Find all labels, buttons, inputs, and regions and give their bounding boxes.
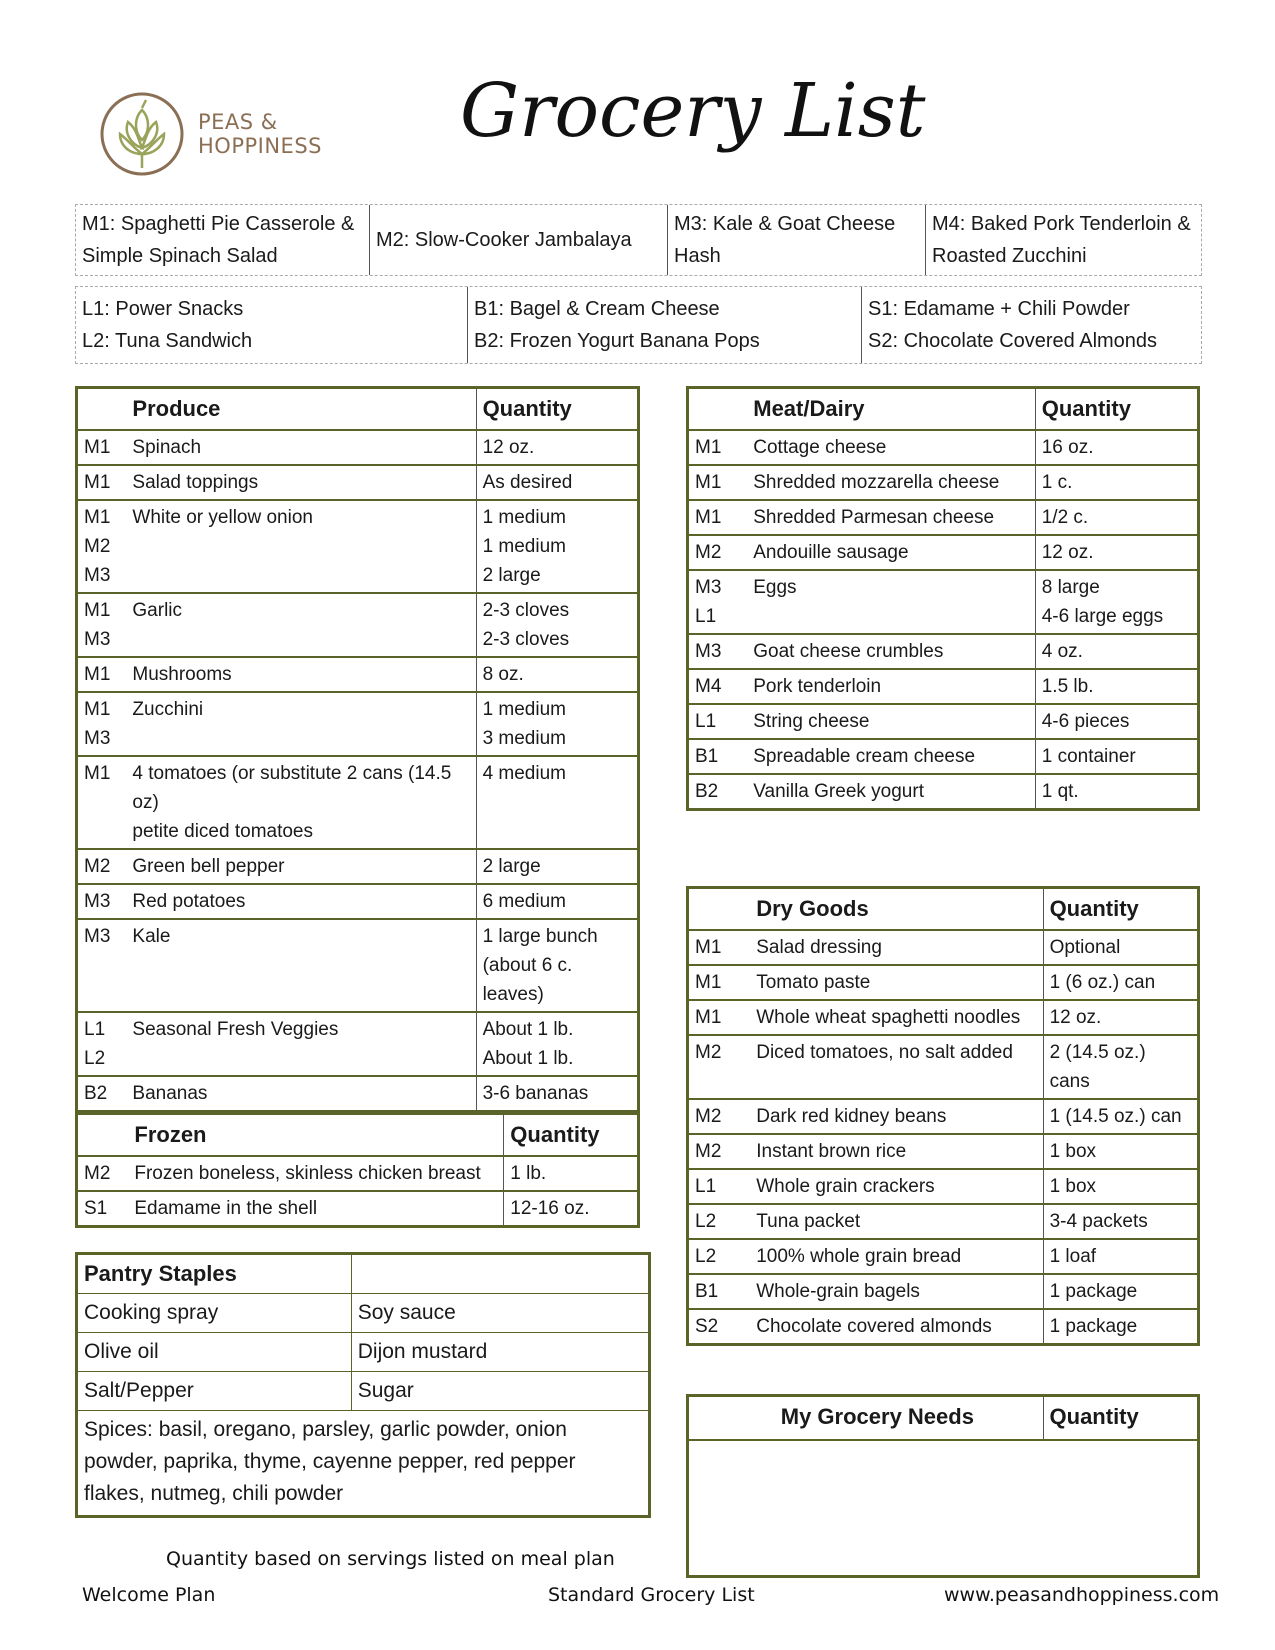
meals-row-dinners: [75, 204, 1202, 276]
item-quantity: 1 medium 1 medium 2 large: [476, 500, 638, 593]
item-quantity: 16 oz.: [1035, 430, 1198, 465]
table-row: [688, 430, 1199, 465]
pantry-item: Olive oil: [77, 1333, 352, 1372]
item-quantity: 1.5 lb.: [1035, 669, 1198, 704]
item-quantity: 4 oz.: [1035, 634, 1198, 669]
meal-code: M1: [688, 465, 748, 500]
pantry-item: Soy sauce: [351, 1294, 649, 1333]
produce-table: [75, 386, 640, 1113]
item-name: 100% whole grain bread: [750, 1239, 1043, 1274]
item-name: Zucchini: [126, 692, 476, 756]
table-row: [77, 1076, 639, 1112]
table-row: [77, 884, 639, 919]
dry-header-quantity: Quantity: [1043, 888, 1198, 931]
item-name: Whole wheat spaghetti noodles: [750, 1000, 1043, 1035]
item-name: Instant brown rice: [750, 1134, 1043, 1169]
needs-header-item: My Grocery Needs: [775, 1396, 1043, 1440]
item-name: Vanilla Greek yogurt: [747, 774, 1035, 810]
item-name: Goat cheese crumbles: [747, 634, 1035, 669]
item-quantity: 4-6 pieces: [1035, 704, 1198, 739]
item-name: Frozen boneless, skinless chicken breast: [128, 1156, 503, 1191]
item-quantity: 1 medium 3 medium: [476, 692, 638, 756]
item-name: Shredded Parmesan cheese: [747, 500, 1035, 535]
item-quantity: 1 package: [1043, 1274, 1198, 1309]
table-row: [688, 1204, 1199, 1239]
frozen-header-item: Frozen: [128, 1114, 503, 1157]
meal-code: M1 M2 M3: [77, 500, 127, 593]
my-grocery-needs-table: [686, 1394, 1200, 1578]
item-quantity: 12-16 oz.: [504, 1191, 639, 1227]
meal-code: B1: [688, 1274, 751, 1309]
table-row: [77, 1191, 639, 1227]
item-name: Cottage cheese: [747, 430, 1035, 465]
item-quantity: 1 (14.5 oz.) can: [1043, 1099, 1198, 1134]
pantry-spices: Spices: basil, oregano, parsley, garlic powder, onion powder, paprika, thyme, cayenne pepper, red pepper flakes, nutmeg, chili powder: [77, 1411, 650, 1517]
brand-logo: [98, 88, 322, 184]
item-name: Spinach: [126, 430, 476, 465]
item-quantity: 12 oz.: [1035, 535, 1198, 570]
item-name: Shredded mozzarella cheese: [747, 465, 1035, 500]
meal-snacks: S1: Edamame + Chili Powder S2: Chocolate Covered Almonds: [868, 298, 1158, 352]
table-row: [688, 535, 1199, 570]
item-quantity: 1 (6 oz.) can: [1043, 965, 1198, 1000]
meal-code: M2: [77, 849, 127, 884]
meal-breakfasts: B1: Bagel & Cream Cheese B2: Frozen Yogurt Banana Pops: [468, 287, 862, 363]
item-name: Salad dressing: [750, 930, 1043, 965]
meal-m2: M2: Slow-Cooker Jambalaya: [370, 205, 668, 275]
meal-code: M3 L1: [688, 570, 748, 634]
item-quantity: Optional: [1043, 930, 1198, 965]
item-name: Diced tomatoes, no salt added: [750, 1035, 1043, 1099]
meal-code: B2: [77, 1076, 127, 1112]
meat-dairy-table: [686, 386, 1200, 811]
item-name: Dark red kidney beans: [750, 1099, 1043, 1134]
item-name: Red potatoes: [126, 884, 476, 919]
meal-code: L2: [688, 1239, 751, 1274]
item-name: Whole-grain bagels: [750, 1274, 1043, 1309]
footer-note: Quantity based on servings listed on meal plan: [166, 1548, 615, 1570]
table-row: [688, 1169, 1199, 1204]
table-row: [77, 430, 639, 465]
table-row: [688, 930, 1199, 965]
item-name: Whole grain crackers: [750, 1169, 1043, 1204]
table-row: [77, 756, 639, 849]
table-row: [688, 1274, 1199, 1309]
meal-code: M2: [688, 1134, 751, 1169]
meat-header-quantity: Quantity: [1035, 388, 1198, 431]
item-name: White or yellow onion: [126, 500, 476, 593]
item-quantity: 8 large 4-6 large eggs: [1035, 570, 1198, 634]
brand-line1: PEAS &: [198, 110, 278, 134]
item-quantity: 1 container: [1035, 739, 1198, 774]
dry-header-item: Dry Goods: [750, 888, 1043, 931]
dry-header-code: [688, 888, 751, 931]
item-quantity: 1 c.: [1035, 465, 1198, 500]
meal-code: M2: [77, 1156, 129, 1191]
item-name: Edamame in the shell: [128, 1191, 503, 1227]
table-row: [77, 593, 639, 657]
meal-code: S2: [688, 1309, 751, 1345]
page-title: Grocery List: [460, 68, 926, 154]
item-name: Salad toppings: [126, 465, 476, 500]
table-row: [688, 669, 1199, 704]
table-row: [77, 849, 639, 884]
table-row: [77, 500, 639, 593]
item-name: String cheese: [747, 704, 1035, 739]
item-quantity: 3-6 bananas: [476, 1076, 638, 1112]
item-quantity: 12 oz.: [1043, 1000, 1198, 1035]
needs-header-code: [688, 1396, 775, 1440]
table-row: [77, 1156, 639, 1191]
item-quantity: 12 oz.: [476, 430, 638, 465]
produce-header-item: Produce: [126, 388, 476, 431]
meal-code: M1: [688, 1000, 751, 1035]
meat-header-item: Meat/Dairy: [747, 388, 1035, 431]
item-quantity: 2-3 cloves 2-3 cloves: [476, 593, 638, 657]
needs-blank-area[interactable]: [688, 1440, 1199, 1577]
table-row: [688, 965, 1199, 1000]
item-name: Garlic: [126, 593, 476, 657]
table-row: [688, 739, 1199, 774]
item-name: Mushrooms: [126, 657, 476, 692]
meal-code: L1: [688, 1169, 751, 1204]
meal-code: L1 L2: [77, 1012, 127, 1076]
item-quantity: 1 box: [1043, 1169, 1198, 1204]
meal-code: M1: [77, 430, 127, 465]
dry-goods-table: [686, 886, 1200, 1346]
meal-m1: M1: Spaghetti Pie Casserole & Simple Spinach Salad: [76, 205, 370, 275]
table-row: [688, 1309, 1199, 1345]
item-quantity: About 1 lb. About 1 lb.: [476, 1012, 638, 1076]
table-row: [77, 919, 639, 1012]
item-quantity: 8 oz.: [476, 657, 638, 692]
meal-code: M1: [688, 430, 748, 465]
footer-left: Welcome Plan: [82, 1584, 216, 1606]
table-row: [77, 692, 639, 756]
item-name: Tuna packet: [750, 1204, 1043, 1239]
meal-code: L1: [688, 704, 748, 739]
item-quantity: 1 lb.: [504, 1156, 639, 1191]
item-quantity: As desired: [476, 465, 638, 500]
frozen-table: [75, 1112, 640, 1228]
meal-code: M2: [688, 1035, 751, 1099]
item-quantity: 2 large: [476, 849, 638, 884]
item-name: Andouille sausage: [747, 535, 1035, 570]
meal-code: B1: [688, 739, 748, 774]
brand-line2: HOPPINESS: [198, 134, 322, 158]
meal-code: M4: [688, 669, 748, 704]
item-quantity: 3-4 packets: [1043, 1204, 1198, 1239]
pantry-item: Salt/Pepper: [77, 1372, 352, 1411]
frozen-header-quantity: Quantity: [504, 1114, 639, 1157]
table-row: [77, 1012, 639, 1076]
pantry-item: Sugar: [351, 1372, 649, 1411]
footer-center: Standard Grocery List: [548, 1584, 755, 1606]
meal-code: L2: [688, 1204, 751, 1239]
item-quantity: 1 package: [1043, 1309, 1198, 1345]
pantry-item: Cooking spray: [77, 1294, 352, 1333]
table-row: [688, 634, 1199, 669]
pantry-item: Dijon mustard: [351, 1333, 649, 1372]
meal-lunches: L1: Power Snacks L2: Tuna Sandwich: [76, 287, 468, 363]
item-name: 4 tomatoes (or substitute 2 cans (14.5 oz) petite diced tomatoes: [126, 756, 476, 849]
item-name: Spreadable cream cheese: [747, 739, 1035, 774]
pantry-table: [75, 1252, 651, 1518]
table-row: [688, 704, 1199, 739]
meal-code: B2: [688, 774, 748, 810]
table-row: [688, 1099, 1199, 1134]
table-row: [688, 500, 1199, 535]
meal-code: M1 M3: [77, 692, 127, 756]
table-row: [688, 1239, 1199, 1274]
meal-code: M2: [688, 535, 748, 570]
table-row: [688, 570, 1199, 634]
meal-code: M3: [77, 919, 127, 1012]
item-quantity: 1 loaf: [1043, 1239, 1198, 1274]
table-row: [77, 657, 639, 692]
meal-code: M1: [688, 930, 751, 965]
meal-code: M3: [77, 884, 127, 919]
meal-code: M3: [688, 634, 748, 669]
item-quantity: 1/2 c.: [1035, 500, 1198, 535]
produce-header-code: [77, 388, 127, 431]
meal-code: M1: [688, 965, 751, 1000]
item-name: Chocolate covered almonds: [750, 1309, 1043, 1345]
needs-header-quantity: Quantity: [1043, 1396, 1198, 1440]
meal-m4: M4: Baked Pork Tenderloin & Roasted Zucchini: [932, 213, 1191, 267]
item-name: Seasonal Fresh Veggies: [126, 1012, 476, 1076]
item-name: Pork tenderloin: [747, 669, 1035, 704]
table-row: [688, 1134, 1199, 1169]
item-name: Tomato paste: [750, 965, 1043, 1000]
table-row: [688, 774, 1199, 810]
table-row: [77, 465, 639, 500]
table-row: [688, 1000, 1199, 1035]
meals-row-other: [75, 286, 1202, 364]
item-quantity: 4 medium: [476, 756, 638, 849]
meat-header-code: [688, 388, 748, 431]
pantry-header-blank: [351, 1254, 649, 1294]
item-name: Kale: [126, 919, 476, 1012]
item-quantity: 1 large bunch (about 6 c. leaves): [476, 919, 638, 1012]
pantry-header: Pantry Staples: [77, 1254, 352, 1294]
item-name: Eggs: [747, 570, 1035, 634]
meal-code: S1: [77, 1191, 129, 1227]
item-quantity: 6 medium: [476, 884, 638, 919]
frozen-header-code: [77, 1114, 129, 1157]
item-name: Bananas: [126, 1076, 476, 1112]
meal-code: M1: [688, 500, 748, 535]
meal-code: M1: [77, 657, 127, 692]
meal-code: M2: [688, 1099, 751, 1134]
meal-code: M1: [77, 756, 127, 849]
footer-website: www.peasandhoppiness.com: [944, 1584, 1220, 1606]
item-name: Green bell pepper: [126, 849, 476, 884]
produce-header-quantity: Quantity: [476, 388, 638, 431]
table-row: [688, 1035, 1199, 1099]
item-quantity: 2 (14.5 oz.) cans: [1043, 1035, 1198, 1099]
item-quantity: 1 qt.: [1035, 774, 1198, 810]
meal-code: M1 M3: [77, 593, 127, 657]
artichoke-logo-icon: [98, 88, 188, 184]
table-row: [688, 465, 1199, 500]
item-quantity: 1 box: [1043, 1134, 1198, 1169]
meal-m3: M3: Kale & Goat Cheese Hash: [668, 205, 926, 275]
meal-code: M1: [77, 465, 127, 500]
